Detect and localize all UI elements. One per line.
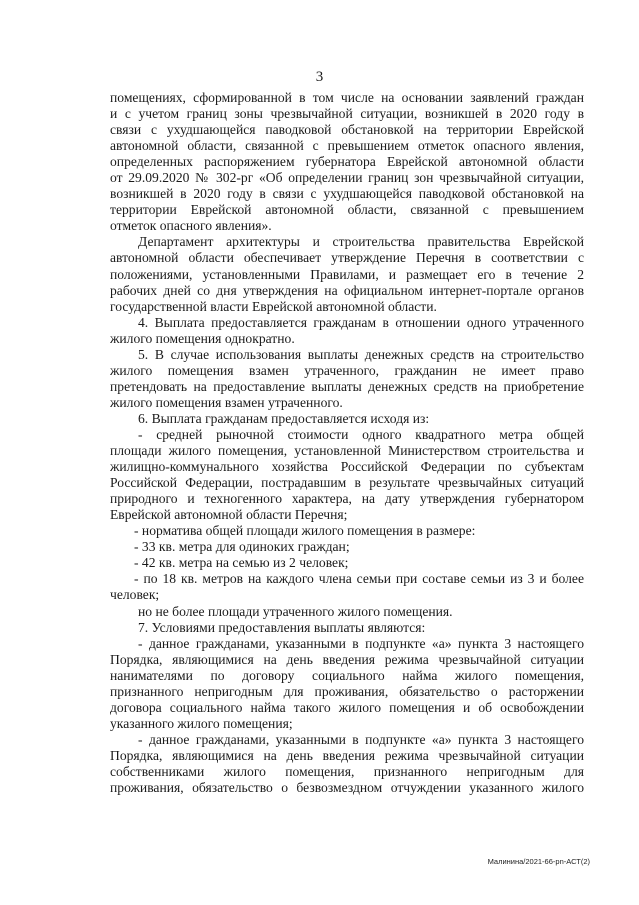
text-line: Порядка, являющимися на день введения режима чрезвычайной ситуации [110, 747, 584, 763]
page-number: 3 [315, 69, 324, 85]
text-line: жилого помещения взамен утраченного, гражданин не имеет право [110, 362, 584, 378]
text-line: Российской Федерации, пострадавшим в результате чрезвычайных ситуаций [110, 475, 584, 491]
text-line: - 42 кв. метра на семью из 2 человек; [134, 555, 349, 571]
footer-reference: Малинина/2021-66-pn-АСТ(2) [487, 857, 590, 866]
text-line: отметок опасного явления». [110, 218, 272, 234]
text-line: природного и техногенного характера, на дату утверждения губернатором [110, 491, 584, 507]
text-line: 7. Условиями предоставления выплаты являются: [138, 619, 426, 635]
text-line: рабочих дней со дня утверждения на официальном интернет-портале органов [110, 282, 584, 298]
text-line: жилого помещения однократно. [110, 330, 295, 346]
text-line: автономной области обеспечивает утверждение Перечня в соответствии с [110, 250, 584, 266]
text-line: - данное гражданами, указанными в подпункте «а» пункта 3 настоящего [138, 731, 584, 747]
text-line: - по 18 кв. метров на каждого члена семьи при составе семьи из 3 и более [134, 571, 584, 587]
text-line: Департамент архитектуры и строительства правительства Еврейской [138, 234, 584, 250]
text-line: но не более площади утраченного жилого помещения. [138, 603, 453, 619]
document-body [110, 90, 584, 796]
text-line: договора социального найма такого жилого помещения и об освобождении [110, 699, 584, 715]
text-line: - норматива общей площади жилого помещения в размере: [134, 523, 476, 539]
text-line: - данное гражданами, указанными в подпункте «а» пункта 3 настоящего [138, 635, 584, 651]
text-line: Порядка, являющимися на день введения режима чрезвычайной ситуации [110, 651, 584, 667]
text-line: Еврейской автономной области Перечня; [110, 507, 348, 523]
text-line: и с учетом границ зоны чрезвычайной ситуации, возникшей в 2020 году в [110, 106, 584, 122]
text-line: автономной области, связанной с превышением отметок опасного явления, [110, 138, 584, 154]
text-line: площади жилого помещения, установленной Министерством строительства и [110, 443, 584, 459]
text-line: территории Еврейской автономной области, связанной с превышением [110, 202, 584, 218]
text-line: помещениях, сформированной в том числе на основании заявлений граждан [110, 90, 584, 105]
text-line: собственниками жилого помещения, признанного непригодным для [110, 763, 584, 779]
text-line: указанного жилого помещения; [110, 715, 293, 731]
text-line: проживания, обязательство о безвозмездном отчуждении указанного жилого [110, 780, 584, 796]
text-line: жилого помещения взамен утраченного. [110, 394, 343, 410]
text-line: 6. Выплата гражданам предоставляется исходя из: [138, 410, 430, 426]
text-line: признанного непригодным для проживания, обязательство о расторжении [110, 683, 584, 699]
text-line: претендовать на предоставление выплаты денежных средств на приобретение [110, 378, 584, 394]
text-line: 4. Выплата предоставляется гражданам в отношении одного утраченного [138, 314, 584, 330]
text-line: положениями, установленными Правилами, и размещает его в течение 2 [110, 266, 584, 282]
text-line: от 29.09.2020 № 302-рг «Об определении границ зон чрезвычайной ситуации, [110, 170, 584, 186]
text-line: возникшей в 2020 году в связи с ухудшающейся паводковой обстановкой на [110, 186, 584, 202]
text-line: - средней рыночной стоимости одного квадратного метра общей [138, 426, 584, 442]
text-line: определенных распоряжением губернатора Еврейской автономной области [110, 154, 584, 170]
text-line: связи с ухудшающейся паводковой обстановкой на территории Еврейской [110, 122, 584, 138]
text-line: 5. В случае использования выплаты денежных средств на строительство [138, 346, 584, 362]
text-line: государственной власти Еврейской автономной области. [110, 298, 437, 314]
text-line: - 33 кв. метра для одиноких граждан; [134, 539, 350, 555]
text-line: жилищно-коммунального хозяйства Российской Федерации по субъектам [110, 459, 584, 475]
text-line: человек; [110, 587, 160, 603]
text-line: нанимателями по договору социального найма жилого помещения, [110, 667, 584, 683]
